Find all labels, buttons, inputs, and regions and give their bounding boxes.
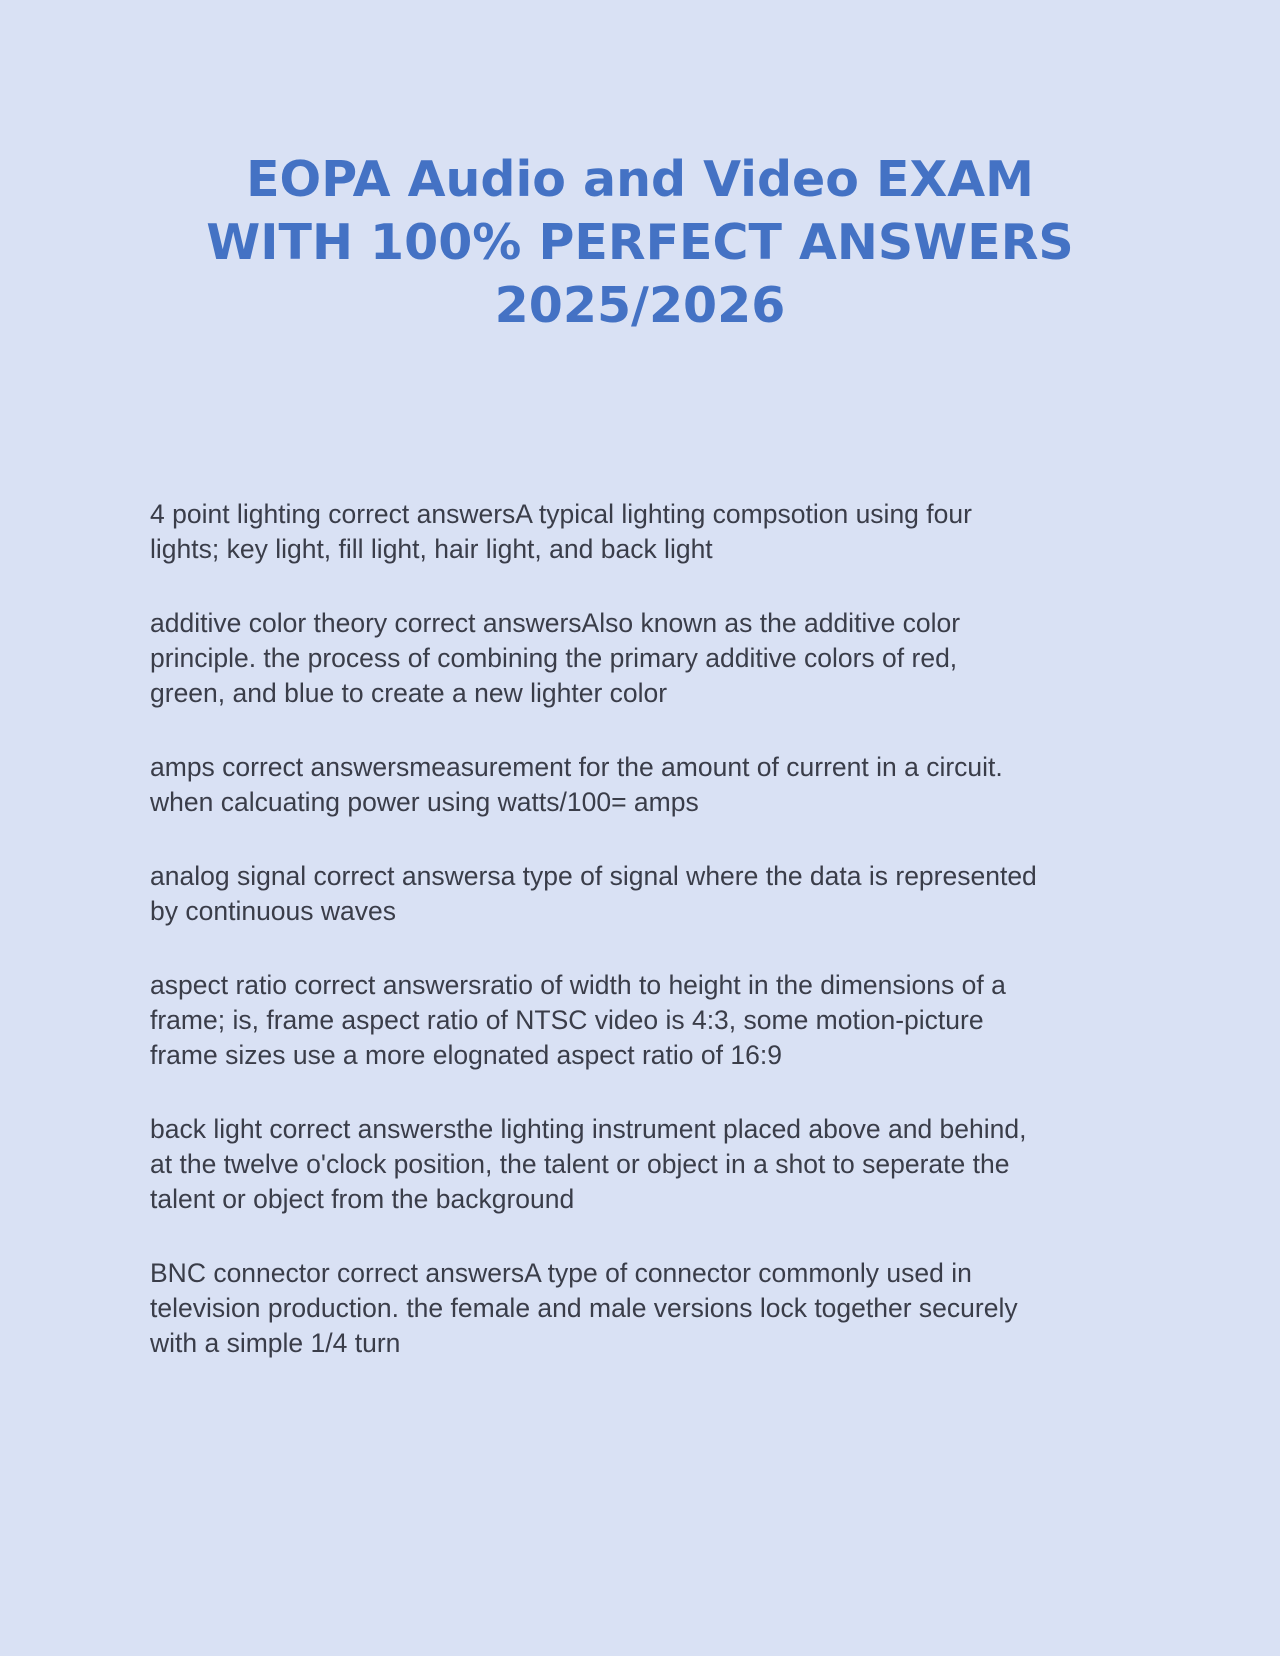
entry-aspect-ratio: [150, 968, 1135, 1073]
entry-line: back light correct answersthe lighting instrument placed above and behind,: [150, 1114, 1027, 1144]
entry-line: talent or object from the background: [150, 1184, 575, 1214]
entry-line: 4 point lighting correct answersA typical lighting compsotion using four: [150, 499, 972, 529]
entry-line: frame; is, frame aspect ratio of NTSC video is 4:3, some motion-picture: [150, 1005, 984, 1035]
entry-line: additive color theory correct answersAlso known as the additive color: [150, 608, 961, 638]
entry-line: aspect ratio correct answersratio of width to height in the dimensions of a: [150, 970, 1006, 1000]
entry-line: principle. the process of combining the primary additive colors of red,: [150, 643, 958, 673]
entry-line: BNC connector correct answersA type of connector commonly used in: [150, 1258, 972, 1288]
document-title: [150, 148, 1130, 337]
entry-line: when calcuating power using watts/100= amps: [150, 787, 699, 817]
entry-line: at the twelve o'clock position, the talent or object in a shot to seperate the: [150, 1149, 1010, 1179]
entry-line: with a simple 1/4 turn: [150, 1328, 401, 1358]
entry-line: green, and blue to create a new lighter color: [150, 678, 668, 708]
entry-analog-signal: [150, 859, 1135, 929]
flashcard-list: [150, 497, 1135, 1400]
title-line-3: 2025/2026: [494, 277, 786, 334]
entry-line: analog signal correct answersa type of signal where the data is represented: [150, 861, 1037, 891]
entry-line: frame sizes use a more elognated aspect ratio of 16:9: [150, 1040, 782, 1070]
title-line-1: EOPA Audio and Video EXAM: [246, 151, 1034, 208]
entry-4-point-lighting: [150, 497, 1135, 567]
entry-back-light: [150, 1112, 1135, 1217]
title-line-2: WITH 100% PERFECT ANSWERS: [206, 214, 1074, 271]
entry-line: lights; key light, fill light, hair light, and back light: [150, 534, 713, 564]
entry-line: by continuous waves: [150, 896, 397, 926]
entry-line: amps correct answersmeasurement for the amount of current in a circuit.: [150, 752, 1003, 782]
entry-bnc-connector: [150, 1256, 1135, 1361]
entry-amps: [150, 750, 1135, 820]
entry-line: television production. the female and male versions lock together securely: [150, 1293, 1018, 1323]
entry-additive-color-theory: [150, 606, 1135, 711]
